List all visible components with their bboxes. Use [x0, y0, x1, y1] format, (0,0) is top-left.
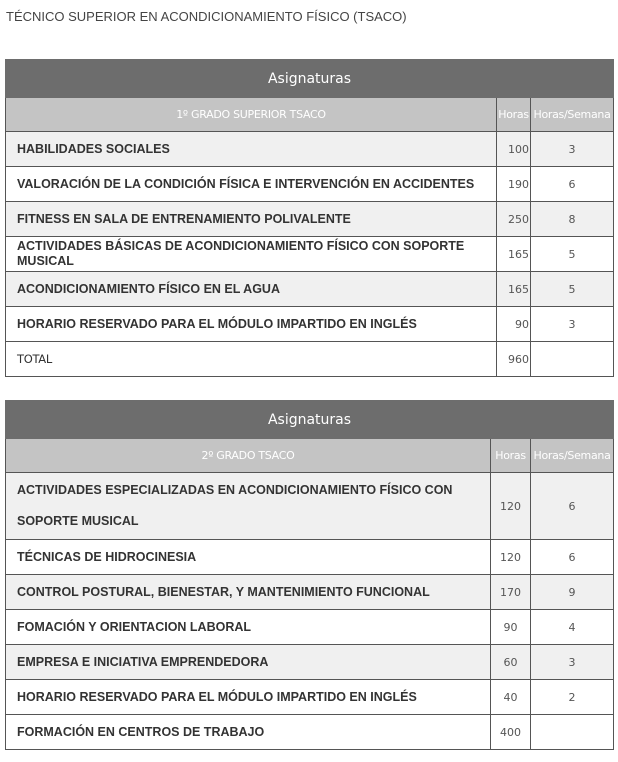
table-row [6, 272, 614, 307]
subject-name: TÉCNICAS DE HIDROCINESIA [6, 540, 491, 575]
table-row [6, 202, 614, 237]
subject-hours: 100 [497, 132, 531, 167]
table-caption-row [6, 60, 614, 98]
subject-name: ACONDICIONAMIENTO FÍSICO EN EL AGUA [6, 272, 497, 307]
subject-hours: 120 [491, 473, 531, 540]
subject-weekly-hours: 4 [531, 610, 614, 645]
total-row [6, 342, 614, 377]
subjects-table-first-grade [5, 59, 614, 377]
subject-weekly-hours: 3 [531, 307, 614, 342]
subject-name: ACTIVIDADES BÁSICAS DE ACONDICIONAMIENTO FÍSICO CON SOPORTE MUSICAL [6, 237, 497, 272]
subject-name: FORMACIÓN EN CENTROS DE TRABAJO [6, 715, 491, 750]
total-label: TOTAL [6, 342, 497, 377]
table-row [6, 307, 614, 342]
weekly-hours-header: Horas/Semana [531, 439, 614, 473]
table-row [6, 645, 614, 680]
table-row [6, 167, 614, 202]
subjects-table-second-grade [5, 400, 614, 750]
table-header-row [6, 439, 614, 473]
table-row [6, 610, 614, 645]
subject-name: HORARIO RESERVADO PARA EL MÓDULO IMPARTIDO EN INGLÉS [6, 307, 497, 342]
table-row [6, 132, 614, 167]
subject-weekly-hours: 6 [531, 540, 614, 575]
subject-name: CONTROL POSTURAL, BIENESTAR, Y MANTENIMIENTO FUNCIONAL [6, 575, 491, 610]
table-row [6, 473, 614, 540]
table-caption: Asignaturas [6, 60, 614, 98]
subject-name: EMPRESA E INICIATIVA EMPRENDEDORA [6, 645, 491, 680]
subject-hours: 40 [491, 680, 531, 715]
table-row [6, 575, 614, 610]
subject-name: HABILIDADES SOCIALES [6, 132, 497, 167]
total-hours: 960 [497, 342, 531, 377]
table-row [6, 237, 614, 272]
table-caption-row [6, 401, 614, 439]
subject-name: FOMACIÓN Y ORIENTACION LABORAL [6, 610, 491, 645]
subject-name: HORARIO RESERVADO PARA EL MÓDULO IMPARTIDO EN INGLÉS [6, 680, 491, 715]
table-row [6, 715, 614, 750]
subject-weekly-hours: 8 [531, 202, 614, 237]
total-weekly-hours [531, 342, 614, 377]
hours-header: Horas [491, 439, 531, 473]
grade-header: 2º GRADO TSACO [6, 439, 491, 473]
subject-weekly-hours: 9 [531, 575, 614, 610]
subject-weekly-hours: 5 [531, 237, 614, 272]
subject-weekly-hours: 3 [531, 645, 614, 680]
grade-header: 1º GRADO SUPERIOR TSACO [6, 98, 497, 132]
table-caption: Asignaturas [6, 401, 614, 439]
subject-weekly-hours: 2 [531, 680, 614, 715]
subject-name: VALORACIÓN DE LA CONDICIÓN FÍSICA E INTERVENCIÓN EN ACCIDENTES [6, 167, 497, 202]
subject-hours: 90 [497, 307, 531, 342]
hours-header: Horas [497, 98, 531, 132]
table-header-row [6, 98, 614, 132]
subject-weekly-hours: 5 [531, 272, 614, 307]
subject-weekly-hours: 6 [531, 473, 614, 540]
subject-hours: 120 [491, 540, 531, 575]
subject-weekly-hours: 6 [531, 167, 614, 202]
subject-hours: 165 [497, 237, 531, 272]
subject-hours: 90 [491, 610, 531, 645]
subject-weekly-hours [531, 715, 614, 750]
table-row [6, 680, 614, 715]
subject-name: ACTIVIDADES ESPECIALIZADAS EN ACONDICIONAMIENTO FÍSICO CON SOPORTE MUSICAL [6, 473, 491, 540]
page-title: TÉCNICO SUPERIOR EN ACONDICIONAMIENTO FÍSICO (TSACO) [6, 9, 407, 24]
subject-hours: 170 [491, 575, 531, 610]
subject-name: FITNESS EN SALA DE ENTRENAMIENTO POLIVALENTE [6, 202, 497, 237]
subject-hours: 400 [491, 715, 531, 750]
subject-weekly-hours: 3 [531, 132, 614, 167]
subject-hours: 60 [491, 645, 531, 680]
table-row [6, 540, 614, 575]
weekly-hours-header: Horas/Semana [531, 98, 614, 132]
subject-hours: 190 [497, 167, 531, 202]
subject-hours: 250 [497, 202, 531, 237]
subject-hours: 165 [497, 272, 531, 307]
